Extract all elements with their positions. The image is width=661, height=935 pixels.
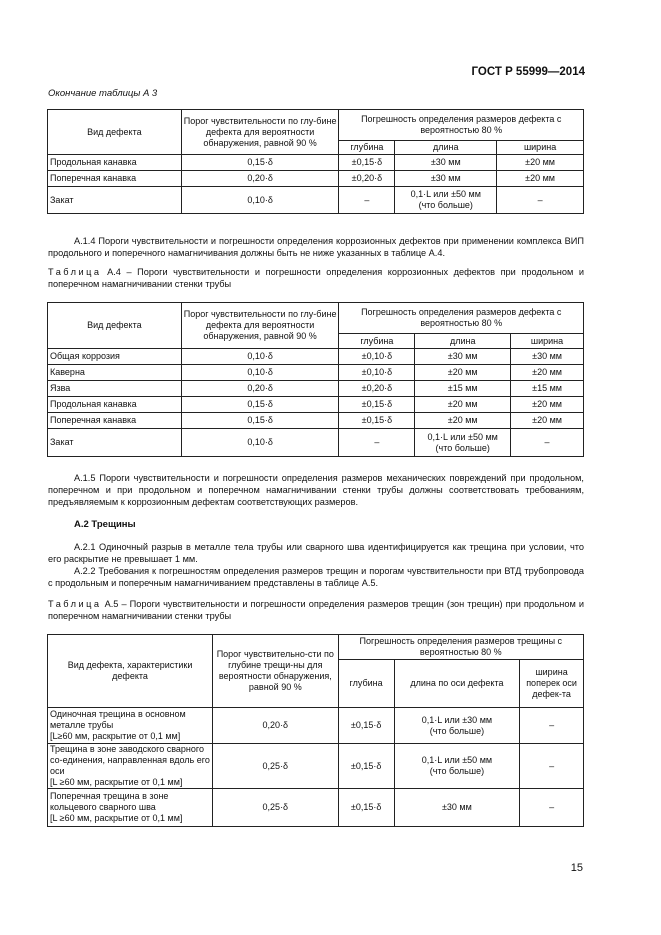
table-row: [48, 708, 584, 744]
cell-length: ±30 мм: [395, 155, 497, 171]
cell-width: ±20 мм: [511, 365, 584, 381]
cell-length: [394, 708, 519, 744]
cell-length: [394, 744, 519, 789]
table-a5-caption-text: А.5 – Пороги чувствительности и погрешности определения размеров трещин (зон трещин) при продольном и поперечном намагничивании стенки трубы: [48, 599, 585, 621]
cell-type: Закат: [48, 187, 182, 214]
table-a4-caption: [48, 266, 584, 290]
table-a4: [47, 302, 584, 457]
cell-length: ±30 мм: [395, 171, 497, 187]
table-row: [48, 429, 584, 457]
cell-length: ±15 мм: [415, 381, 511, 397]
cell-width: ±15 мм: [511, 381, 584, 397]
table-row: [48, 397, 584, 413]
col-header-type: Вид дефекта: [48, 303, 182, 349]
table-a5: [47, 634, 584, 827]
cell-type: Закат: [48, 429, 182, 457]
cell-depth: –: [339, 187, 395, 214]
table-a5-caption: [48, 598, 584, 622]
cell-length: ±20 мм: [415, 397, 511, 413]
cell-type: [48, 789, 213, 827]
col-header-error: Погрешность определения размеров дефекта с вероятностью 80 %: [339, 110, 584, 141]
cell-type: Продольная канавка: [48, 155, 182, 171]
paragraph-a2-2: А.2.2 Требования к погрешностям определения размеров трещин и порогам чувствительности при ВТД трубопровода с продольным и поперечным намагничиванием представлены в таблице А.5.: [48, 566, 584, 588]
cell-width: ±20 мм: [497, 171, 584, 187]
paragraph-a1-5: А.1.5 Пороги чувствительности и погрешности определения размеров механических повреждений при продольном, поперечном и при продольном и поперечном намагничивании стенки трубы должны соответствовать требованиям, предъявляемым к коррозионным дефектам соответствующих размеров.: [48, 473, 584, 507]
cell-depth: ±0,15·δ: [339, 397, 415, 413]
col-header-type: Вид дефекта, характеристики дефекта: [48, 635, 213, 708]
cell-threshold: 0,15·δ: [181, 155, 339, 171]
cell-depth: ±0,20·δ: [339, 381, 415, 397]
cell-width: –: [511, 429, 584, 457]
cell-type-params: [L≥60 мм, раскрытие от 0,1 мм]: [50, 731, 181, 741]
cell-width: –: [497, 187, 584, 214]
col-header-width: ширина: [511, 334, 584, 349]
cell-type: [48, 708, 213, 744]
section-heading-a2: А.2 Трещины: [74, 519, 136, 530]
paragraph-a1-4: А.1.4 Пороги чувствительности и погрешности определения коррозионных дефектов при применении комплекса ВИП продольного и поперечного намагничивания должны быть не ниже указанных в таблице А.4.: [48, 236, 584, 258]
col-header-depth: глубина: [339, 141, 395, 155]
cell-depth: ±0,15·δ: [338, 789, 394, 827]
cell-width: –: [520, 789, 584, 827]
table-a4-caption-word: Таблица: [48, 267, 102, 277]
cell-length: ±30 мм: [394, 789, 519, 827]
cell-type: Поперечная канавка: [48, 171, 182, 187]
cell-threshold: 0,10·δ: [181, 365, 339, 381]
col-header-threshold: Порог чувствительности по глу-бине дефекта для вероятности обнаружения, равной 90 %: [181, 110, 339, 155]
cell-type: Каверна: [48, 365, 182, 381]
table-a5-caption-word: Таблица: [48, 599, 102, 609]
cell-type-params: [L ≥60 мм, раскрытие от 0,1 мм]: [50, 777, 183, 787]
col-header-error: Погрешность определения размеров дефекта с вероятностью 80 %: [339, 303, 584, 334]
cell-type-params: [L ≥60 мм, раскрытие от 0,1 мм]: [50, 813, 183, 823]
cell-type: Поперечная канавка: [48, 413, 182, 429]
cell-threshold: 0,25·δ: [213, 789, 338, 827]
cell-length: ±30 мм: [415, 349, 511, 365]
table-row: [48, 349, 584, 365]
cell-type-text: Поперечная трещина в зоне кольцевого сварного шва: [50, 791, 169, 812]
col-header-type: Вид дефекта: [48, 110, 182, 155]
table-a3-caption: Окончание таблицы А 3: [48, 88, 158, 99]
col-header-depth: глубина: [339, 334, 415, 349]
cell-depth: ±0,10·δ: [339, 349, 415, 365]
cell-threshold: 0,15·δ: [181, 397, 339, 413]
table-row: [48, 381, 584, 397]
col-header-width: ширина поперек оси дефек-та: [520, 660, 584, 708]
cell-length: ±20 мм: [415, 413, 511, 429]
cell-width: ±20 мм: [511, 413, 584, 429]
cell-length-line2: (что больше): [418, 200, 473, 210]
cell-threshold: 0,10·δ: [181, 187, 339, 214]
table-a3: [47, 109, 584, 214]
cell-length: ±20 мм: [415, 365, 511, 381]
cell-depth: ±0,15·δ: [338, 744, 394, 789]
cell-width: ±30 мм: [511, 349, 584, 365]
col-header-length: длина по оси дефекта: [394, 660, 519, 708]
col-header-length: длина: [415, 334, 511, 349]
cell-length-line1: 0,1·L или ±30 мм: [421, 714, 493, 725]
cell-depth: ±0,20·δ: [339, 171, 395, 187]
col-header-threshold: Порог чувствительно-сти по глубине трещи-ны для вероятности обнаружения, равной 90 %: [213, 635, 338, 708]
cell-type: Продольная канавка: [48, 397, 182, 413]
cell-threshold: 0,10·δ: [181, 349, 339, 365]
cell-threshold: 0,25·δ: [213, 744, 338, 789]
cell-length-line1: 0,1·L или ±50 мм: [427, 431, 498, 442]
cell-type: [48, 744, 213, 789]
cell-depth: ±0,15·δ: [339, 413, 415, 429]
cell-width: ±20 мм: [497, 155, 584, 171]
cell-threshold: 0,10·δ: [181, 429, 339, 457]
cell-depth: ±0,15·δ: [339, 155, 395, 171]
col-header-threshold: Порог чувствительности по глу-бине дефекта для вероятности обнаружения, равной 90 %: [181, 303, 339, 349]
cell-threshold: 0,20·δ: [181, 381, 339, 397]
cell-depth: ±0,10·δ: [339, 365, 415, 381]
cell-type-text: Одиночная трещина в основном металле трубы: [50, 709, 186, 730]
cell-width: –: [520, 708, 584, 744]
page-number: 15: [570, 862, 583, 874]
cell-type-text: Трещина в зоне заводского сварного со-единения, направленная вдоль его оси: [50, 744, 210, 776]
cell-depth: ±0,15·δ: [338, 708, 394, 744]
cell-width: ±20 мм: [511, 397, 584, 413]
col-header-width: ширина: [497, 141, 584, 155]
cell-threshold: 0,20·δ: [213, 708, 338, 744]
cell-threshold: 0,15·δ: [181, 413, 339, 429]
table-row: [48, 365, 584, 381]
cell-type: Язва: [48, 381, 182, 397]
table-row: [48, 744, 584, 789]
cell-depth: –: [339, 429, 415, 457]
cell-length: [415, 429, 511, 457]
cell-width: –: [520, 744, 584, 789]
table-row: [48, 171, 584, 187]
cell-length-line2: (что больше): [429, 725, 485, 736]
cell-length-line1: 0,1·L или ±50 мм: [421, 755, 493, 765]
standard-number: ГОСТ Р 55999—2014: [471, 66, 585, 78]
table-row: [48, 187, 584, 214]
col-header-length: длина: [395, 141, 497, 155]
table-row: [48, 413, 584, 429]
paragraph-a2-1: А.2.1 Одиночный разрыв в металле тела трубы или сварного шва идентифицируется как трещина при условии, что его раскрытие не превышает 1 мм.: [48, 542, 584, 564]
table-row: [48, 789, 584, 827]
cell-length-line2: (что больше): [429, 766, 485, 776]
col-header-depth: глубина: [338, 660, 394, 708]
table-row: [48, 155, 584, 171]
cell-threshold: 0,20·δ: [181, 171, 339, 187]
cell-type: Общая коррозия: [48, 349, 182, 365]
cell-length-line2: (что больше): [435, 442, 490, 453]
table-a4-caption-text: А.4 – Пороги чувствительности и погрешности определения коррозионных дефектов при продольном и поперечном намагничивании стенки трубы: [48, 267, 584, 289]
col-header-error: Погрешность определения размеров трещины с вероятностью 80 %: [338, 635, 583, 660]
cell-length: [395, 187, 497, 214]
cell-length-line1: 0,1·L или ±50 мм: [410, 189, 481, 199]
